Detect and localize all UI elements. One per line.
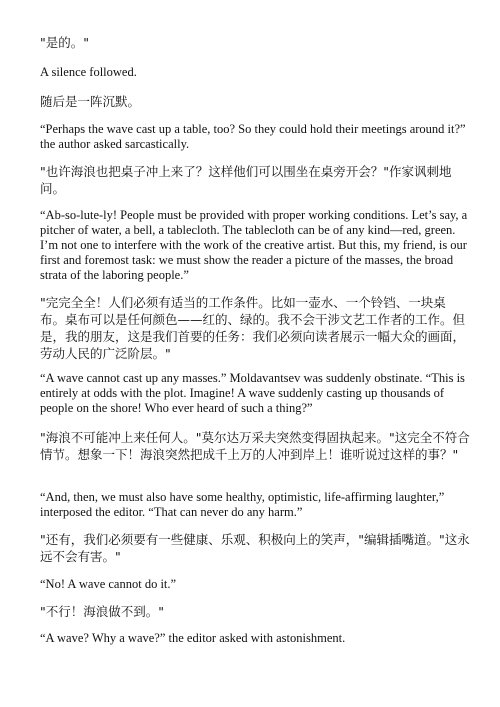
- paragraph-en: “Perhaps the wave cast up a table, too? So they could hold their meetings around it?” the author asked sarcastically.: [40, 122, 466, 151]
- paragraph-zh: "也许海浪也把桌子冲上来了？这样他们可以围坐在桌旁开会？"作家讽刺地问。: [40, 164, 452, 196]
- paragraph-zh: 随后是一阵沉默。: [40, 94, 141, 109]
- paragraph-en: “A wave cannot cast up any masses.” Moldavantsev was suddenly obstinate. “This is entirely at odds with the plot. Imagine! A wave suddenly casting up thousands of people on the shore! Who ever heard of such a thing?”: [40, 371, 465, 415]
- paragraph-en: A silence followed.: [40, 65, 137, 79]
- paragraph-en: “A wave? Why a wave?” the editor asked with astonishment.: [40, 631, 346, 645]
- paragraph-zh: "还有，我们必须要有一些健康、乐观、积极向上的笑声，"编辑插嘴道。"这永远不会有害。": [40, 532, 470, 564]
- paragraph-en: “And, then, we must also have some healthy, optimistic, life-affirming laughter,” interposed the editor. “That can never do any harm.”: [40, 490, 445, 519]
- paragraph-zh: "是的。": [40, 35, 89, 50]
- paragraph-en: “No! A wave cannot do it.”: [40, 577, 177, 591]
- paragraph-zh: "不行！海浪做不到。": [40, 604, 164, 619]
- paragraph-zh: "完完全全！人们必须有适当的工作条件。比如一壶水、一个铃铛、一块桌布。桌布可以是任何颜色——红的、绿的。我不会干涉文艺工作者的工作。但是，我的朋友，这是我们首要的任务：我们必须向读者展示一幅大众的画面，劳动人民的广泛阶层。": [40, 295, 466, 361]
- paragraph-zh: "海浪不可能冲上来任何人。"莫尔达万采夫突然变得固执起来。"这完全不符合情节。想象一下！海浪突然把成千上万的人冲到岸上！谁听说过这样的事？": [40, 430, 470, 462]
- paragraph-en: “Ab-so-lute-ly! People must be provided with proper working conditions. Let’s say, a pitcher of water, a bell, a tablecloth. The tablecloth can be of any kind—red, green. I’m not one to interfere with the work of the creative artist. But this, my friend, is our first and foremost task: we must show the reader a picture of the masses, the broad strata of the laboring people.”: [40, 208, 468, 282]
